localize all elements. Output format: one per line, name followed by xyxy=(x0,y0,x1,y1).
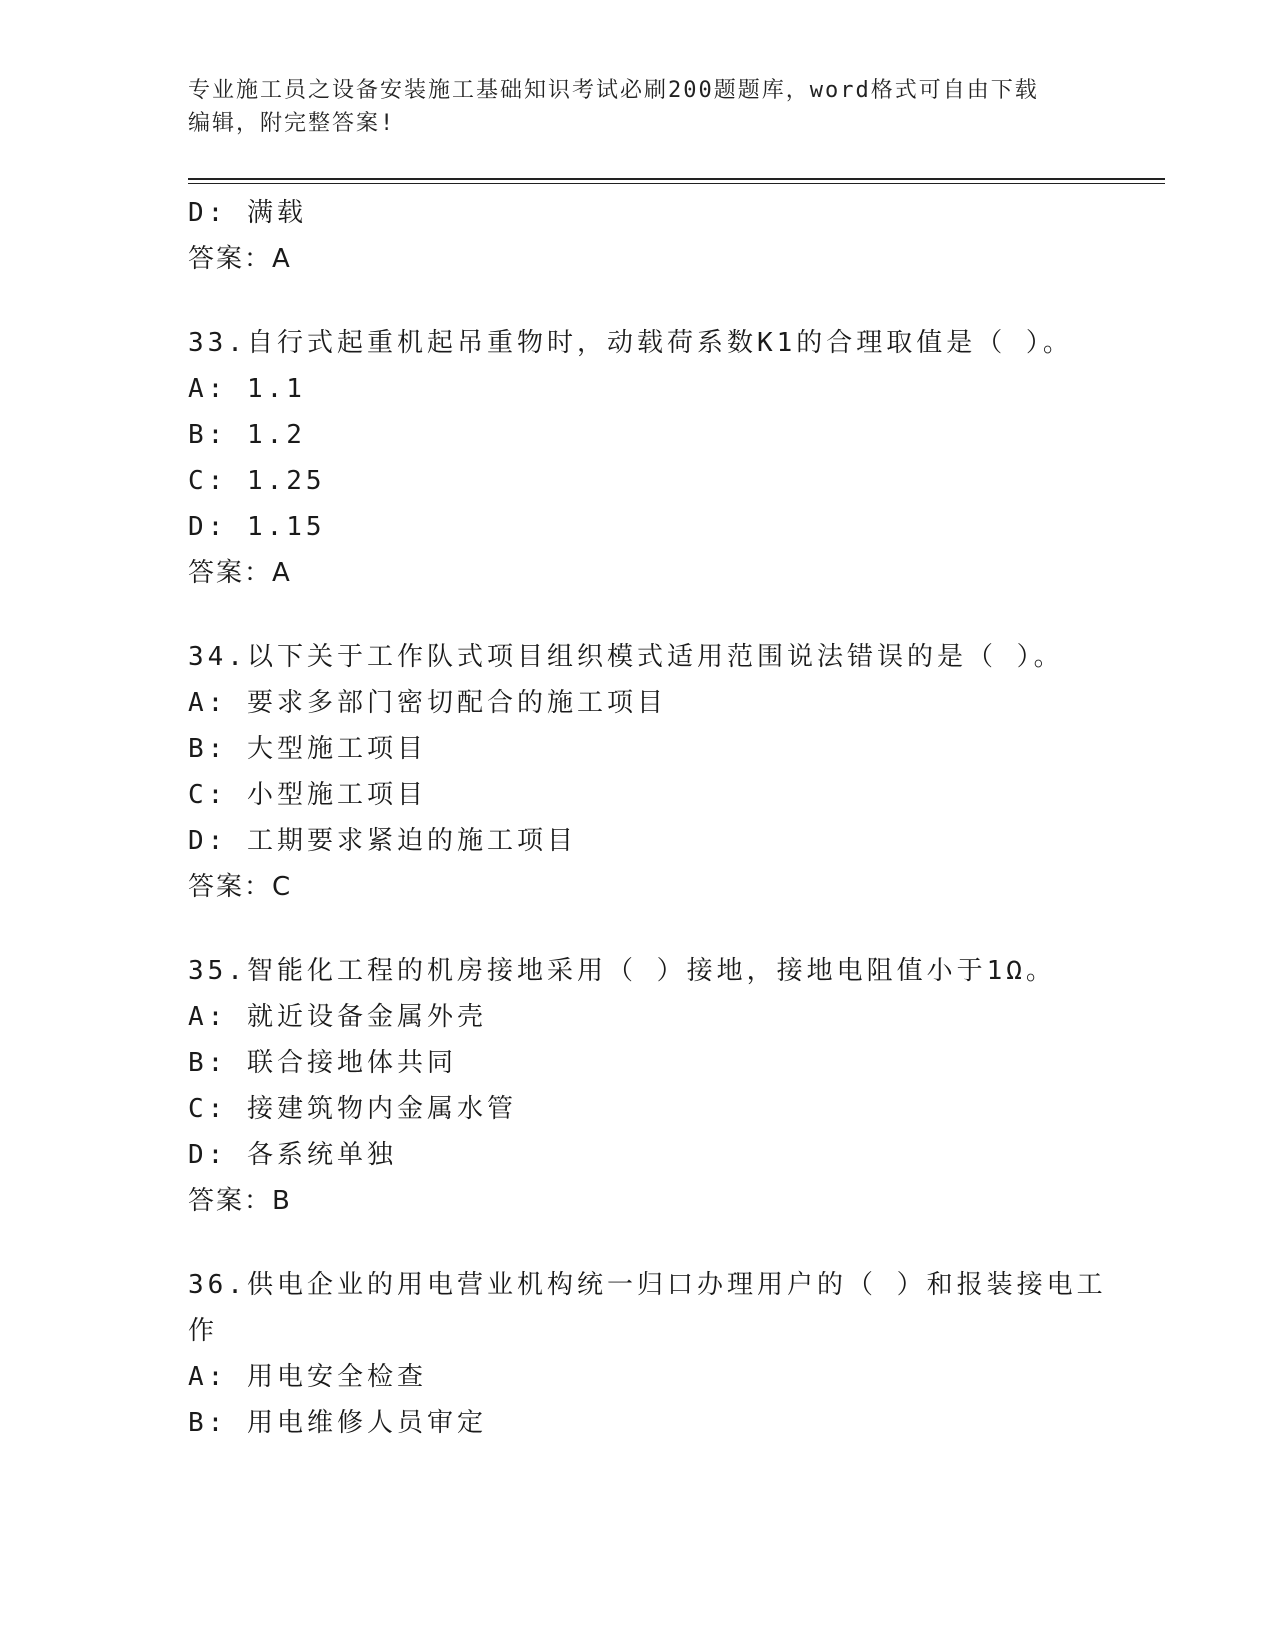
answer-label: 答案： xyxy=(188,558,273,588)
header-line-1: 专业施工员之设备安装施工基础知识考试必刷200题题库，word格式可自由下载 xyxy=(188,78,1039,103)
header-line-2: 编辑，附完整答案! xyxy=(188,111,396,136)
answer-value: B xyxy=(272,1186,292,1216)
question-33 xyxy=(188,320,1088,596)
answer-label: 答案： xyxy=(188,872,273,902)
header-rule-thick xyxy=(188,178,1165,180)
question-stem: 35.智能化工程的机房接地采用（ ）接地，接地电阻值小于1Ω。 xyxy=(188,956,1056,986)
question-34 xyxy=(188,634,1088,910)
option-a: A: 用电安全检查 xyxy=(188,1362,427,1392)
previous-question-tail xyxy=(188,190,1088,282)
option-d: D: 各系统单独 xyxy=(188,1140,397,1170)
header-rule-thin xyxy=(188,183,1165,184)
question-35 xyxy=(188,948,1088,1224)
option-b: B: 用电维修人员审定 xyxy=(188,1408,487,1438)
answer-line xyxy=(188,864,1088,910)
option-a: A: 要求多部门密切配合的施工项目 xyxy=(188,688,667,718)
answer-label: 答案： xyxy=(188,1186,273,1216)
option-b: B: 联合接地体共同 xyxy=(188,1048,457,1078)
question-stem: 33.自行式起重机起吊重物时，动载荷系数K1的合理取值是（ ）。 xyxy=(188,328,1073,358)
option-c: C: 小型施工项目 xyxy=(188,780,427,810)
answer-value: A xyxy=(272,244,292,274)
answer-line xyxy=(188,1178,1088,1224)
answer-value: A xyxy=(272,558,292,588)
answer-line xyxy=(188,550,1088,596)
question-list xyxy=(188,190,1107,1446)
option-d: D: 工期要求紧迫的施工项目 xyxy=(188,826,577,856)
answer-value: C xyxy=(272,872,293,902)
option-a: A: 就近设备金属外壳 xyxy=(188,1002,487,1032)
option-a: A: 1.1 xyxy=(188,374,306,404)
answer-label: 答案： xyxy=(188,244,273,274)
question-36 xyxy=(188,1262,1107,1446)
option-c: C: 接建筑物内金属水管 xyxy=(188,1094,517,1124)
document-header xyxy=(188,74,1088,140)
question-stem: 34.以下关于工作队式项目组织模式适用范围说法错误的是（ ）。 xyxy=(188,642,1064,672)
option-c: C: 1.25 xyxy=(188,466,326,496)
option-d: D: 1.15 xyxy=(188,512,326,542)
option-b: B: 1.2 xyxy=(188,420,306,450)
question-stem-line-1: 36.供电企业的用电营业机构统一归口办理用户的（ ）和报装接电工 xyxy=(188,1270,1107,1300)
answer-line xyxy=(188,236,1088,282)
option-d: D: 满载 xyxy=(188,198,307,228)
question-stem-line-2: 作 xyxy=(188,1316,219,1346)
option-b: B: 大型施工项目 xyxy=(188,734,427,764)
